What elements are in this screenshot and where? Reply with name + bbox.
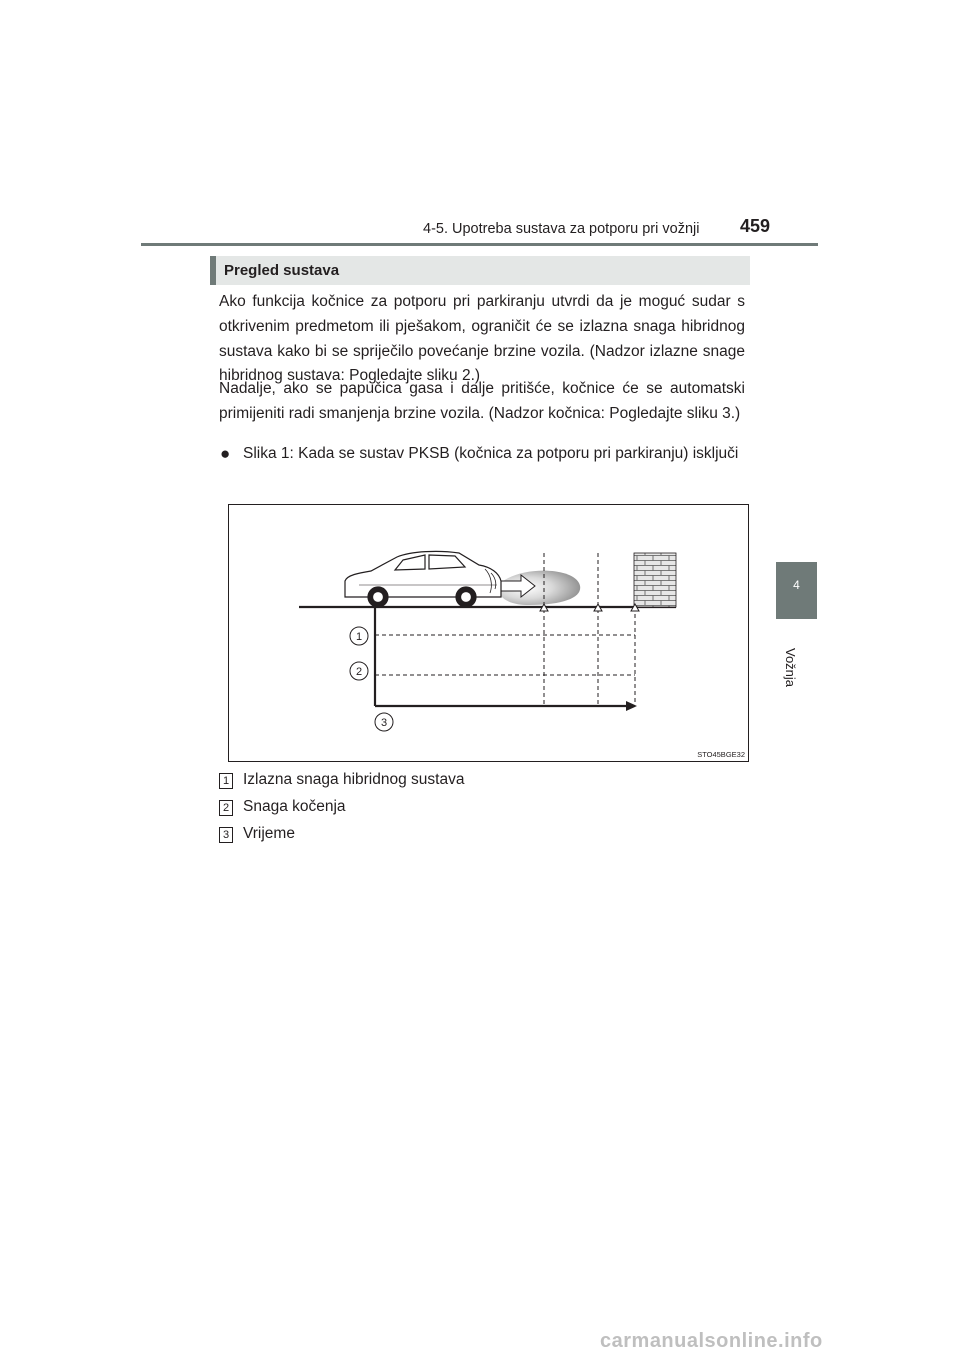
bullet-dot-icon: ● <box>220 444 231 463</box>
svg-text:1: 1 <box>355 631 363 643</box>
legend-text: Snaga kočenja <box>243 798 346 815</box>
legend-number: 1 <box>219 773 233 789</box>
header-rule <box>141 243 818 246</box>
pksb-diagram-svg <box>229 505 750 763</box>
car-icon <box>345 551 501 607</box>
body-paragraph-1: Ako funkcija kočnice za potporu pri parkiranju utvrdi da je moguć sudar s otkrivenim predmetom ili pješakom, ograničit će se izlazna snaga hibridnog sustava kako bi se spriječilo povećanje brzine vozila. (Nadzor izlazne snage hibridnog sustava: Pogledajte sliku 2.) <box>219 293 745 385</box>
graph-level-lines <box>375 635 635 675</box>
brick-wall-icon <box>634 553 676 607</box>
section-heading-title: Pregled sustava <box>224 262 340 279</box>
section-heading-bar <box>210 256 216 285</box>
callout-1 <box>350 627 368 645</box>
callout-3 <box>375 713 393 731</box>
header-section-title: 4-5. Upotreba sustava za potporu pri vožnji <box>423 221 700 237</box>
graph-axes <box>375 607 627 706</box>
legend-number: 2 <box>219 800 233 816</box>
section-heading <box>210 256 750 285</box>
legend-number: 3 <box>219 827 233 843</box>
chapter-tab-label: Vožnja <box>783 648 798 688</box>
callout-2 <box>350 662 368 680</box>
body-paragraph-2: Nadalje, ako se papučica gasa i dalje pritišće, kočnice će se automatski primijeniti radi smanjenja brzine vozila. (Nadzor kočnica: Pogledajte sliku 3.) <box>219 380 745 422</box>
watermark: carmanualsonline.info <box>600 1330 823 1352</box>
figure-code: STO45BGE32 <box>697 750 745 759</box>
bullet-text: Slika 1: Kada se sustav PKSB (kočnica za potporu pri parkiranju) isključi <box>243 445 739 462</box>
pksb-diagram <box>228 504 749 762</box>
legend-text: Izlazna snaga hibridnog sustava <box>243 771 465 788</box>
time-arrow-head <box>626 701 637 711</box>
svg-text:2: 2 <box>355 666 363 678</box>
legend-text: Vrijeme <box>243 825 295 842</box>
svg-text:3: 3 <box>380 717 388 729</box>
page-number: 459 <box>740 216 771 236</box>
chapter-tab-number: 4 <box>793 578 800 592</box>
